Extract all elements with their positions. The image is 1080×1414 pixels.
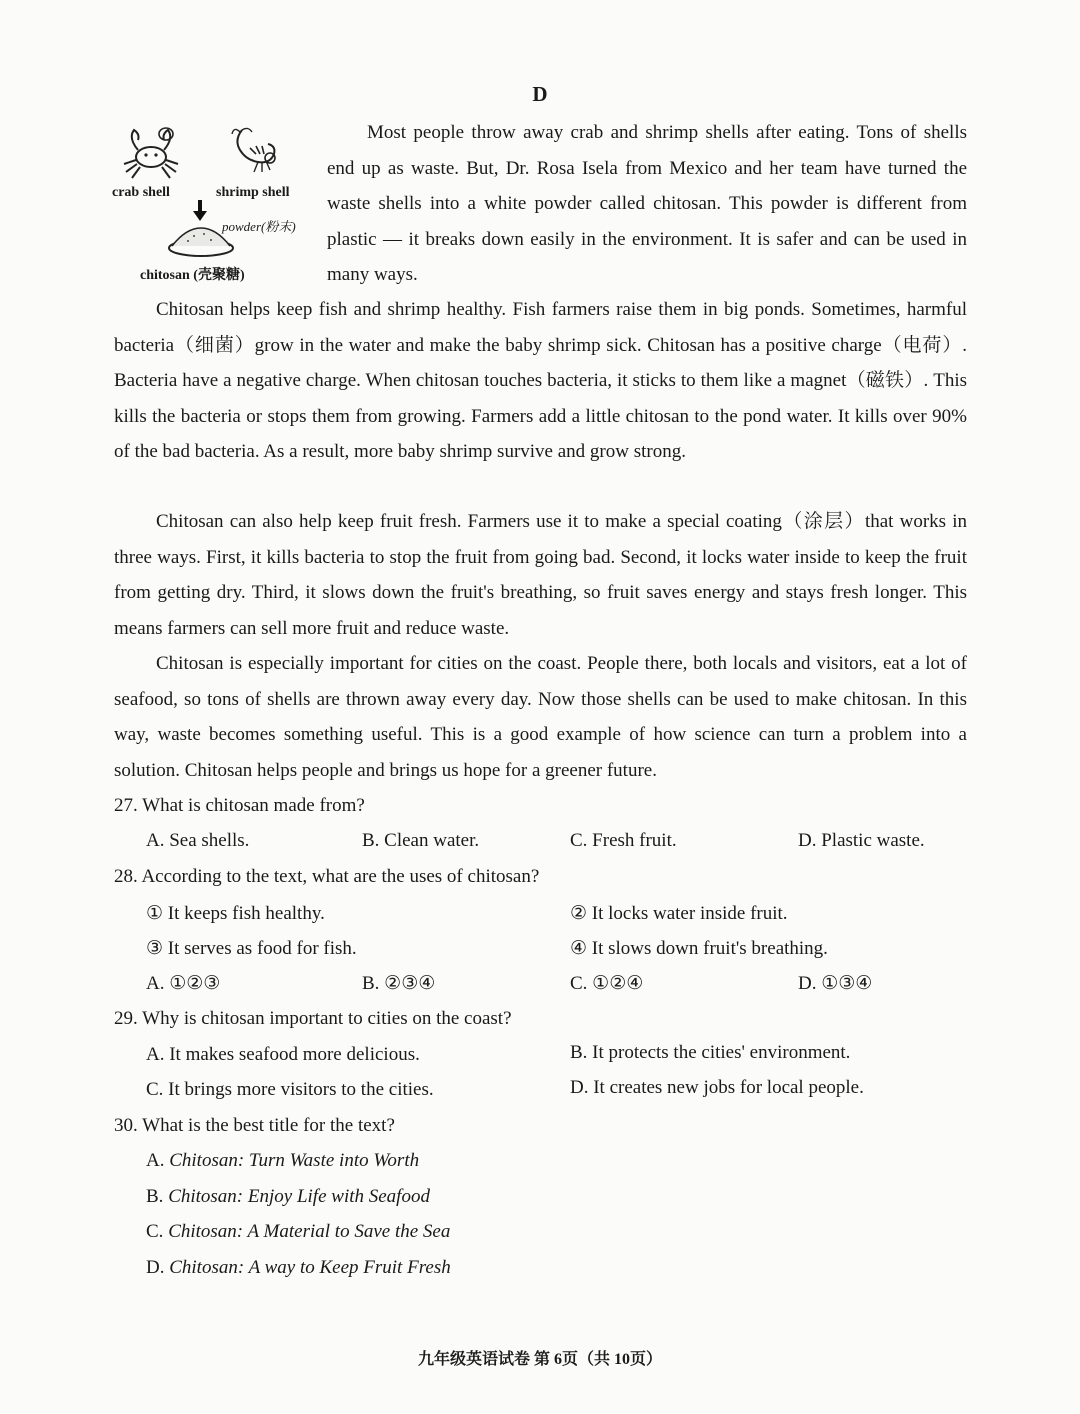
question-28-stem: 28. According to the text, what are the uses of chitosan? — [114, 866, 540, 887]
q28-option-c: C. ①②④ — [570, 973, 644, 994]
arrow-down-icon — [192, 200, 208, 222]
q28-option-b: B. ②③④ — [362, 973, 436, 994]
q30-option-c-letter: C. — [146, 1221, 164, 1242]
paragraph-4: Chitosan is especially important for cities on the coast. People there, both locals and visitors, eat a lot of seafood, so tons of shells are thrown away every day. Now those shells can be used to make chitosan. In this way, waste becomes something useful. This is a good example of how science can turn a problem into a solution. Chitosan helps people and brings us hope for a greener future. — [114, 653, 967, 781]
q30-option-d-title: Chitosan: A way to Keep Fruit Fresh — [169, 1257, 451, 1278]
q28-statement-2: ② It locks water inside fruit. — [570, 903, 788, 924]
q28-statement-3: ③ It serves as food for fish. — [146, 938, 357, 959]
q28-option-a: A. ①②③ — [146, 973, 221, 994]
q27-option-a: A. Sea shells. — [146, 830, 250, 851]
paragraph-1: Most people throw away crab and shrimp shells after eating. Tons of shells end up as waste. But, Dr. Rosa Isela from Mexico and her team have turned the waste shells into a white powder called chitosan. This powder is different from plastic — it breaks down easily in the environment. It is safer and can be used in many ways. — [327, 122, 967, 286]
powder-pile-icon — [166, 222, 236, 258]
q28-statement-1: ① It keeps fish healthy. — [146, 903, 325, 924]
crab-shell-label: crab shell — [112, 185, 170, 200]
page-footer: 九年级英语试卷 第 6页（共 10页） — [417, 1351, 662, 1368]
chitosan-label: chitosan (壳聚糖) — [140, 268, 245, 283]
q29-option-d: D. It creates new jobs for local people. — [570, 1077, 864, 1098]
q30-option-d — [146, 1257, 451, 1279]
section-heading: D — [532, 82, 548, 106]
question-30-stem: 30. What is the best title for the text? — [114, 1115, 395, 1136]
q30-option-c-title: Chitosan: A Material to Save the Sea — [168, 1221, 451, 1242]
q30-option-a-title: Chitosan: Turn Waste into Worth — [169, 1150, 420, 1171]
q29-option-c: C. It brings more visitors to the cities. — [146, 1079, 434, 1100]
shrimp-shell-label: shrimp shell — [216, 185, 290, 200]
q30-option-c — [146, 1221, 450, 1243]
q30-option-b — [146, 1186, 430, 1208]
q30-option-b-letter: B. — [146, 1186, 164, 1207]
paragraph-3: Chitosan can also help keep fruit fresh. Farmers use it to make a special coating（涂层）that works in three ways. First, it kills bacteria to stop the fruit from going bad. Second, it locks water inside to keep the fruit from getting dry. Third, it slows down the fruit's breathing, so fruit saves energy and stays fresh longer. This means farmers can sell more fruit and reduce waste. — [114, 511, 967, 639]
q28-option-d: D. ①③④ — [798, 973, 873, 994]
q27-option-b: B. Clean water. — [362, 830, 480, 851]
chitosan-figure — [108, 118, 318, 288]
q27-option-c: C. Fresh fruit. — [570, 830, 677, 851]
q30-option-a — [146, 1150, 419, 1172]
question-29-stem: 29. Why is chitosan important to cities on the coast? — [114, 1008, 512, 1029]
powder-label: powder(粉末) — [222, 219, 296, 234]
q27-option-d: D. Plastic waste. — [798, 830, 925, 851]
crab-icon — [120, 124, 182, 182]
q30-option-a-letter: A. — [146, 1150, 165, 1171]
q28-statement-4: ④ It slows down fruit's breathing. — [570, 938, 828, 959]
q30-option-d-letter: D. — [146, 1257, 165, 1278]
shrimp-icon — [228, 124, 284, 176]
q30-option-b-title: Chitosan: Enjoy Life with Seafood — [168, 1186, 430, 1207]
q29-option-b: B. It protects the cities' environment. — [570, 1042, 851, 1063]
question-27-stem: 27. What is chitosan made from? — [114, 795, 365, 816]
paragraph-2: Chitosan helps keep fish and shrimp healthy. Fish farmers raise them in big ponds. Sometimes, harmful bacteria（细菌）grow in the water and make the baby shrimp sick. Chitosan has a positive charge（电荷）. Bacteria have a negative charge. When chitosan touches bacteria, it sticks to them like a magnet（磁铁）. This kills the bacteria or stops them from growing. Farmers add a little chitosan to the pond water. It kills over 90% of the bad bacteria. As a result, more baby shrimp survive and grow strong. — [114, 299, 967, 463]
q29-option-a: A. It makes seafood more delicious. — [146, 1044, 420, 1065]
